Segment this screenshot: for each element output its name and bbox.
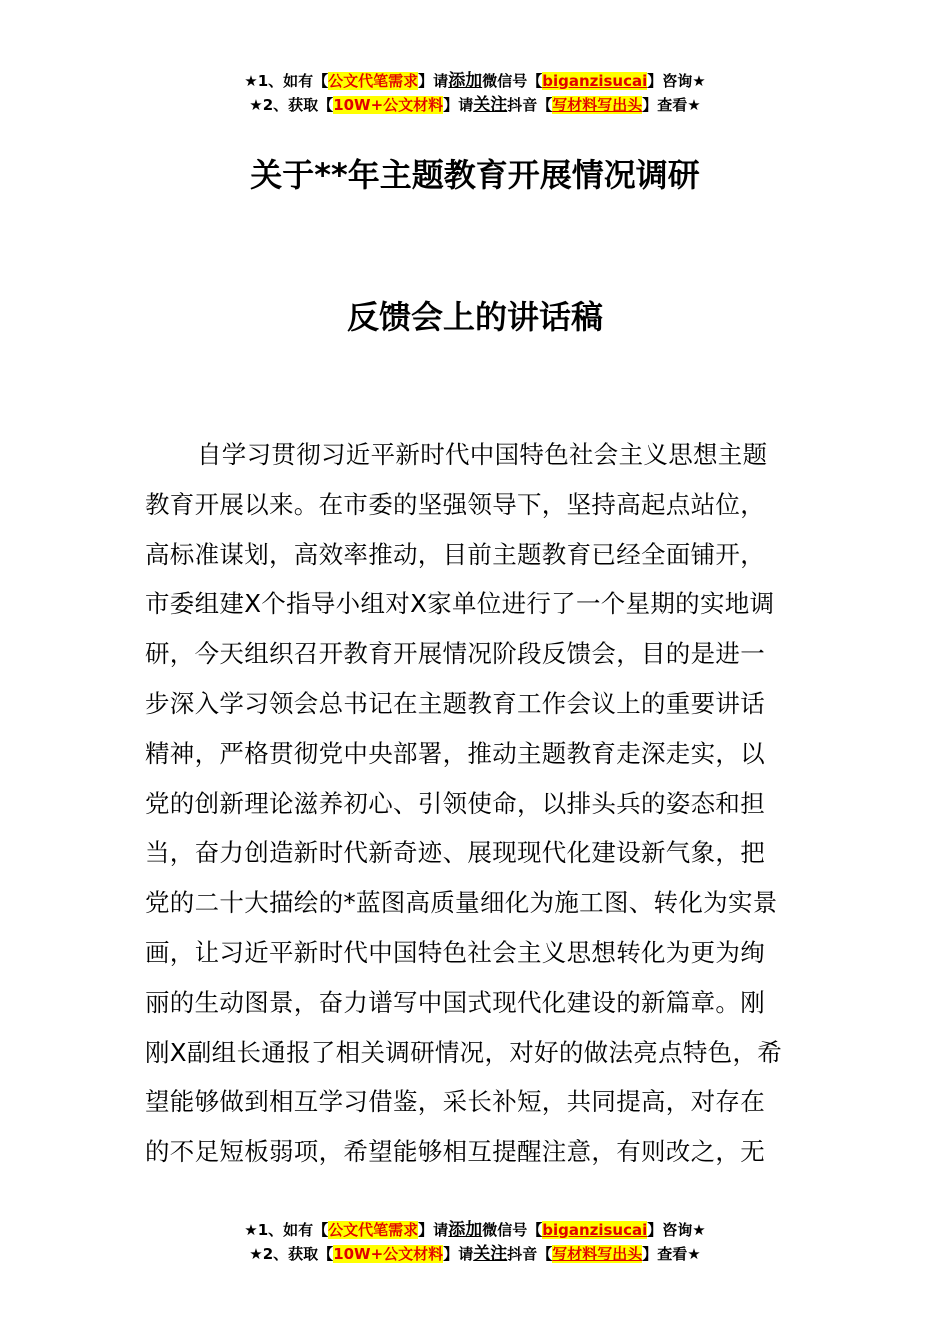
body-line: 自学习贯彻习近平新时代中国特色社会主义思想主题 [197,440,768,469]
banner-text: 】请 [443,1245,474,1263]
banner-wechat-id: biganzisucai [542,1221,648,1239]
banner-text: ★1、如有【 [244,1221,329,1239]
banner-text: 】查看★ [642,1245,701,1263]
banner-emphasis: 添加 [448,71,483,91]
body-line: 党的二十大描绘的*蓝图高质量细化为施工图、转化为实景 [145,888,778,918]
banner-text: 】请 [418,72,449,90]
banner-wechat-id: biganzisucai [542,72,648,90]
banner-text: 抖音【 [507,1245,553,1263]
banner-highlight: 10W+公文材料 [333,96,444,114]
banner-line-1 [0,69,950,93]
footer-banner [0,1218,950,1266]
body-line: 的不足短板弱项，希望能够相互提醒注意，有则改之，无 [145,1137,765,1167]
banner-text: 】请 [418,1221,449,1239]
banner-highlight: 公文代笔需求 [328,1221,419,1239]
body-line: 研，今天组织召开教育开展情况阶段反馈会，目的是进一 [145,639,765,669]
banner-text: 】咨询★ [647,1221,706,1239]
banner-douyin-id: 写材料写出头 [552,96,643,114]
body-line: 市委组建X个指导小组对X家单位进行了一个星期的实地调 [145,589,775,619]
page-title: 关于**年主题教育开展情况调研 [250,156,700,194]
body-line: 丽的生动图景，奋力谱写中国式现代化建设的新篇章。刚 [145,987,765,1017]
banner-text: ★1、如有【 [244,72,329,90]
banner-line-2 [0,93,950,117]
body-line: 当，奋力创造新时代新奇迹、展现现代化建设新气象，把 [145,838,765,868]
body-line: 高标准谋划，高效率推动，目前主题教育已经全面铺开， [145,539,765,569]
banner-text: 】请 [443,96,474,114]
banner-line-1 [0,1218,950,1242]
banner-highlight: 10W+公文材料 [333,1245,444,1263]
banner-text: 抖音【 [507,96,553,114]
banner-text: 微信号【 [482,72,543,90]
body-line: 教育开展以来。在市委的坚强领导下，坚持高起点站位， [145,489,765,519]
banner-text: ★2、获取【 [249,1245,334,1263]
banner-emphasis: 添加 [448,1220,483,1240]
banner-text: 】查看★ [642,96,701,114]
body-line: 党的创新理论滋养初心、引领使命，以排头兵的姿态和担 [145,788,765,818]
header-banner [0,69,950,117]
banner-line-2 [0,1242,950,1266]
banner-text: ★2、获取【 [249,96,334,114]
banner-emphasis: 关注 [473,95,508,115]
banner-douyin-id: 写材料写出头 [552,1245,643,1263]
body-text [145,430,810,1177]
body-line: 步深入学习领会总书记在主题教育工作会议上的重要讲话 [145,688,765,718]
banner-emphasis: 关注 [473,1244,508,1264]
banner-highlight: 公文代笔需求 [328,72,419,90]
banner-text: 微信号【 [482,1221,543,1239]
body-line: 精神，严格贯彻党中央部署，推动主题教育走深走实，以 [145,738,765,768]
body-line: 刚X副组长通报了相关调研情况，对好的做法亮点特色，希 [145,1037,783,1067]
page-title-line-2: 反馈会上的讲话稿 [346,298,603,336]
body-line: 望能够做到相互学习借鉴，采长补短，共同提高，对存在 [145,1087,765,1117]
body-line: 画，让习近平新时代中国特色社会主义思想转化为更为绚 [145,937,765,967]
banner-text: 】咨询★ [647,72,706,90]
